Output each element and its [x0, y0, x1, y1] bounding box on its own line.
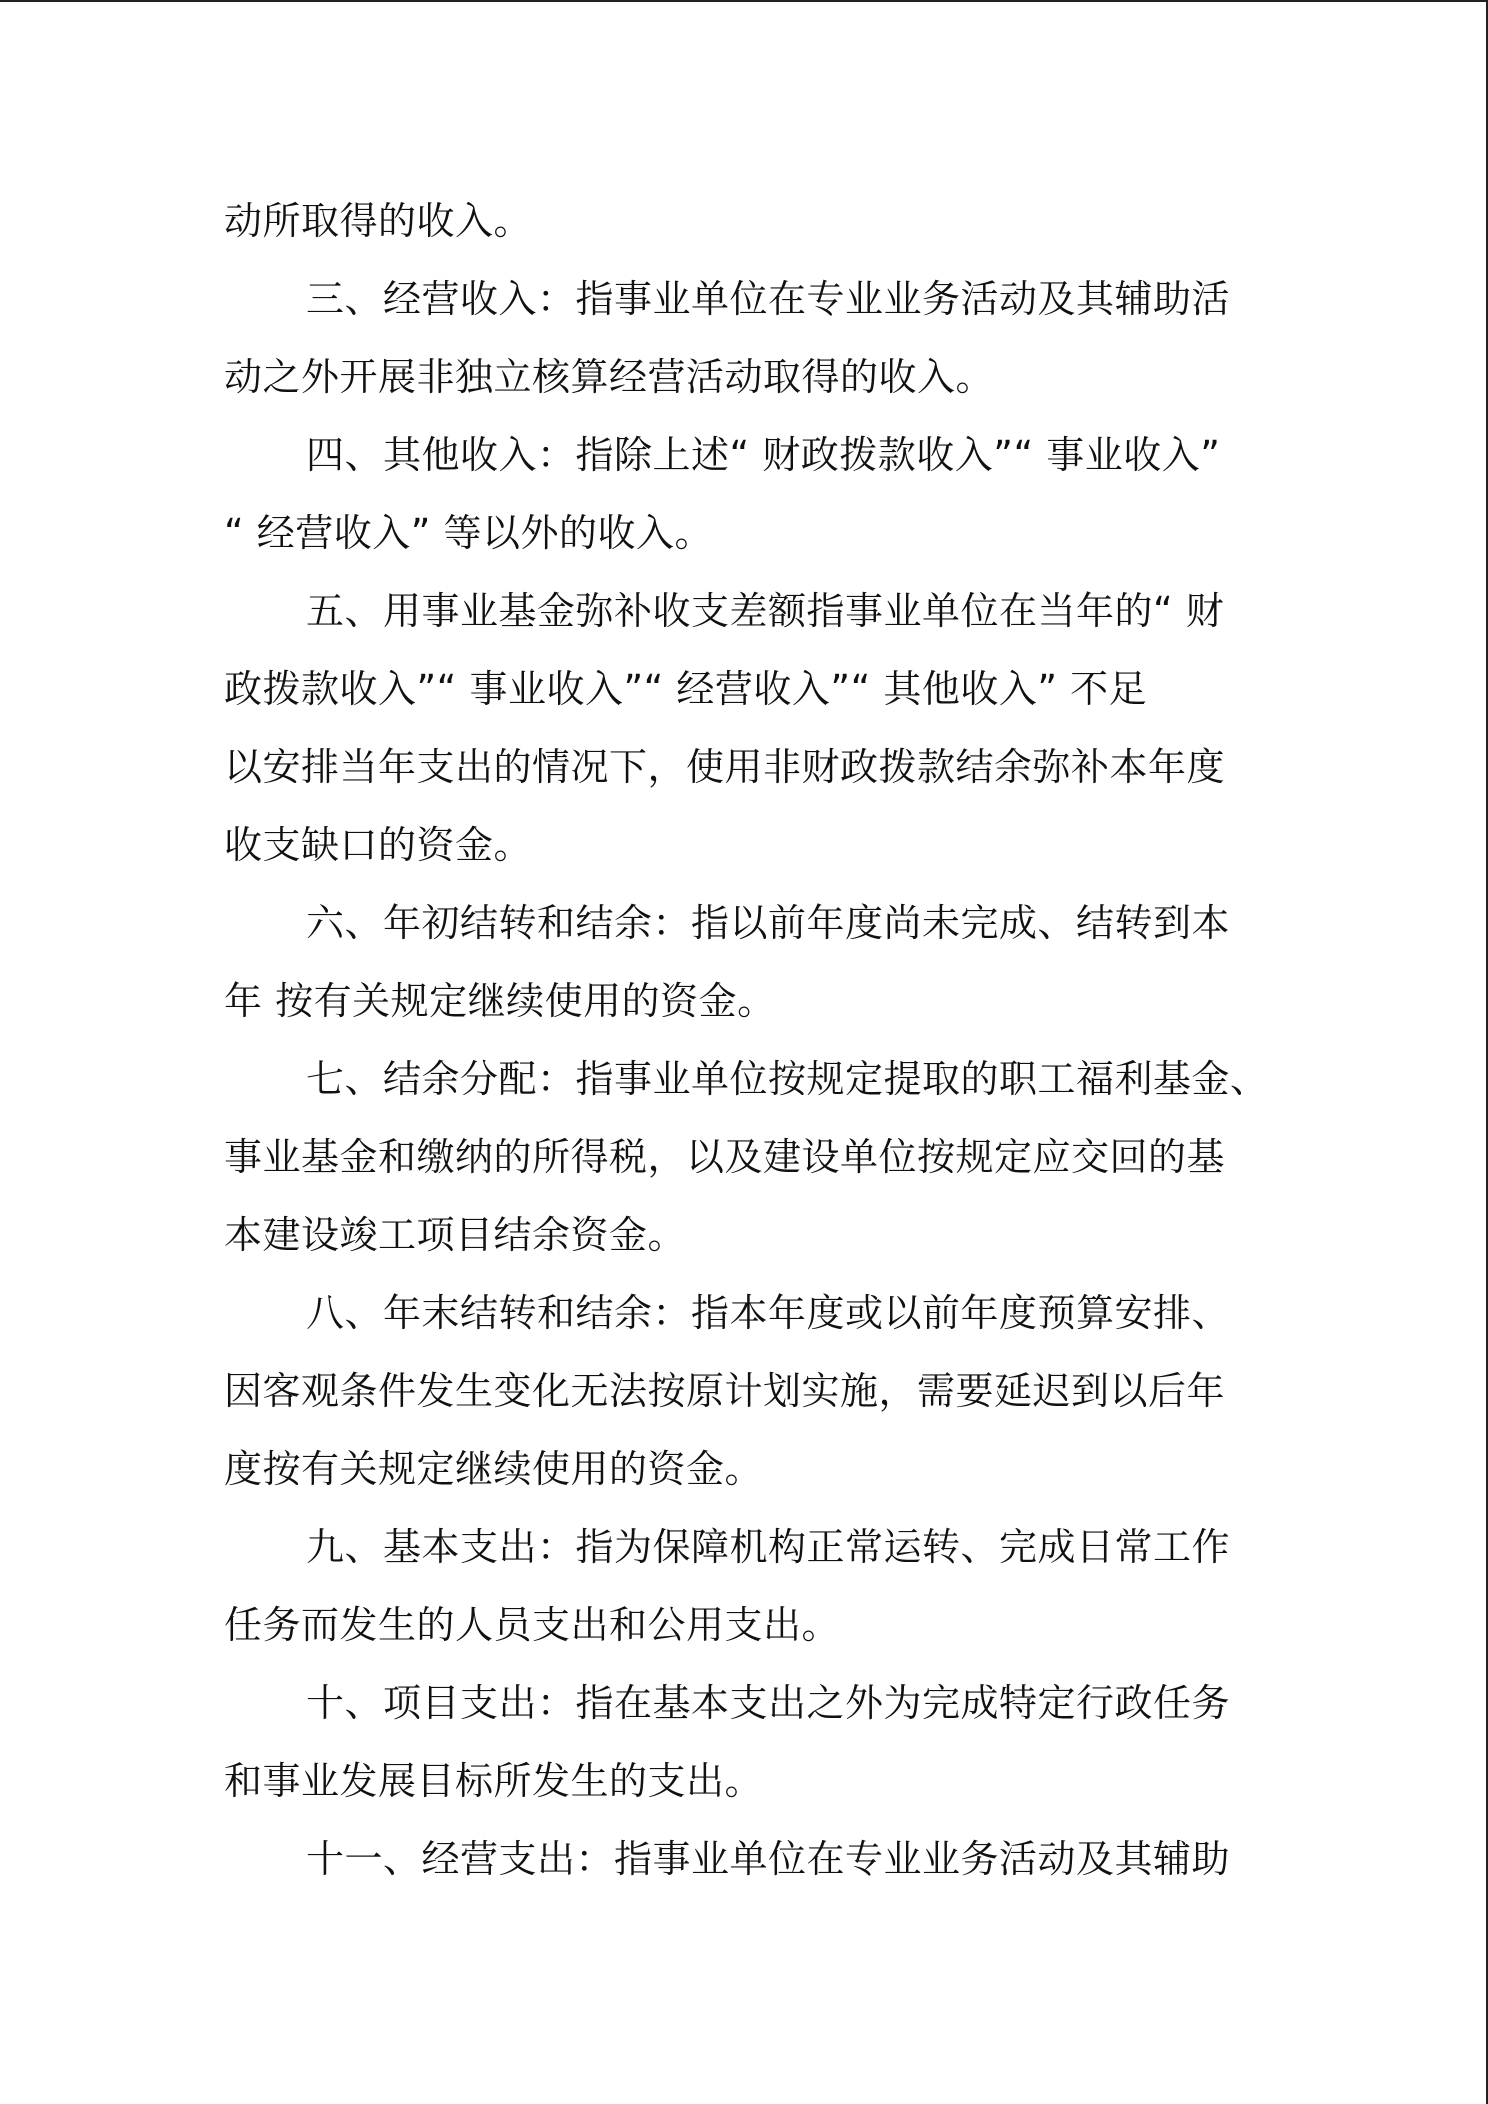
- document-body: [224, 182, 1269, 1898]
- paragraph-first-line: 八、年末结转和结余：指本年度或以前年度预算安排、: [306, 1291, 1231, 1335]
- paragraph-line: 动之外开展非独立核算经营活动取得的收入。: [224, 355, 995, 399]
- paragraph-line: 因客观条件发生变化无法按原计划实施，需要延迟到以后年: [224, 1369, 1226, 1413]
- paragraph-first-line: 七、结余分配：指事业单位按规定提取的职工福利基金、: [306, 1057, 1269, 1101]
- paragraph-line: “ 经营收入” 等以外的收入。: [224, 511, 714, 555]
- paragraph-line: 年 按有关规定继续使用的资金。: [224, 979, 776, 1023]
- paragraph-line: 以安排当年支出的情况下，使用非财政拨款结余弥补本年度: [224, 745, 1226, 789]
- paragraph-line: 和事业发展目标所发生的支出。: [224, 1759, 764, 1803]
- paragraph-line: 任务而发生的人员支出和公用支出。: [224, 1603, 841, 1647]
- paragraph-first-line: 十、项目支出：指在基本支出之外为完成特定行政任务: [306, 1681, 1231, 1725]
- paragraph-first-line: 三、经营收入：指事业单位在专业业务活动及其辅助活: [306, 277, 1231, 321]
- paragraph-line: 收支缺口的资金。: [224, 823, 533, 867]
- paragraph-first-line: 六、年初结转和结余：指以前年度尚未完成、结转到本: [306, 901, 1231, 945]
- paragraph-line: 政拨款收入”“ 事业收入”“ 经营收入”“ 其他收入” 不足: [224, 667, 1148, 711]
- paragraph-line: 动所取得的收入。: [224, 199, 533, 243]
- paragraph-first-line: 五、用事业基金弥补收支差额指事业单位在当年的“ 财: [306, 589, 1225, 633]
- paragraph-first-line: 九、基本支出：指为保障机构正常运转、完成日常工作: [306, 1525, 1231, 1569]
- paragraph-first-line: 四、其他收入：指除上述“ 财政拨款收入”“ 事业收入”: [306, 433, 1221, 477]
- paragraph-first-line: 十一、经营支出：指事业单位在专业业务活动及其辅助: [306, 1837, 1231, 1881]
- paragraph-line: 度按有关规定继续使用的资金。: [224, 1447, 764, 1491]
- paragraph-line: 事业基金和缴纳的所得税，以及建设单位按规定应交回的基: [224, 1135, 1226, 1179]
- paragraph-line: 本建设竣工项目结余资金。: [224, 1213, 687, 1257]
